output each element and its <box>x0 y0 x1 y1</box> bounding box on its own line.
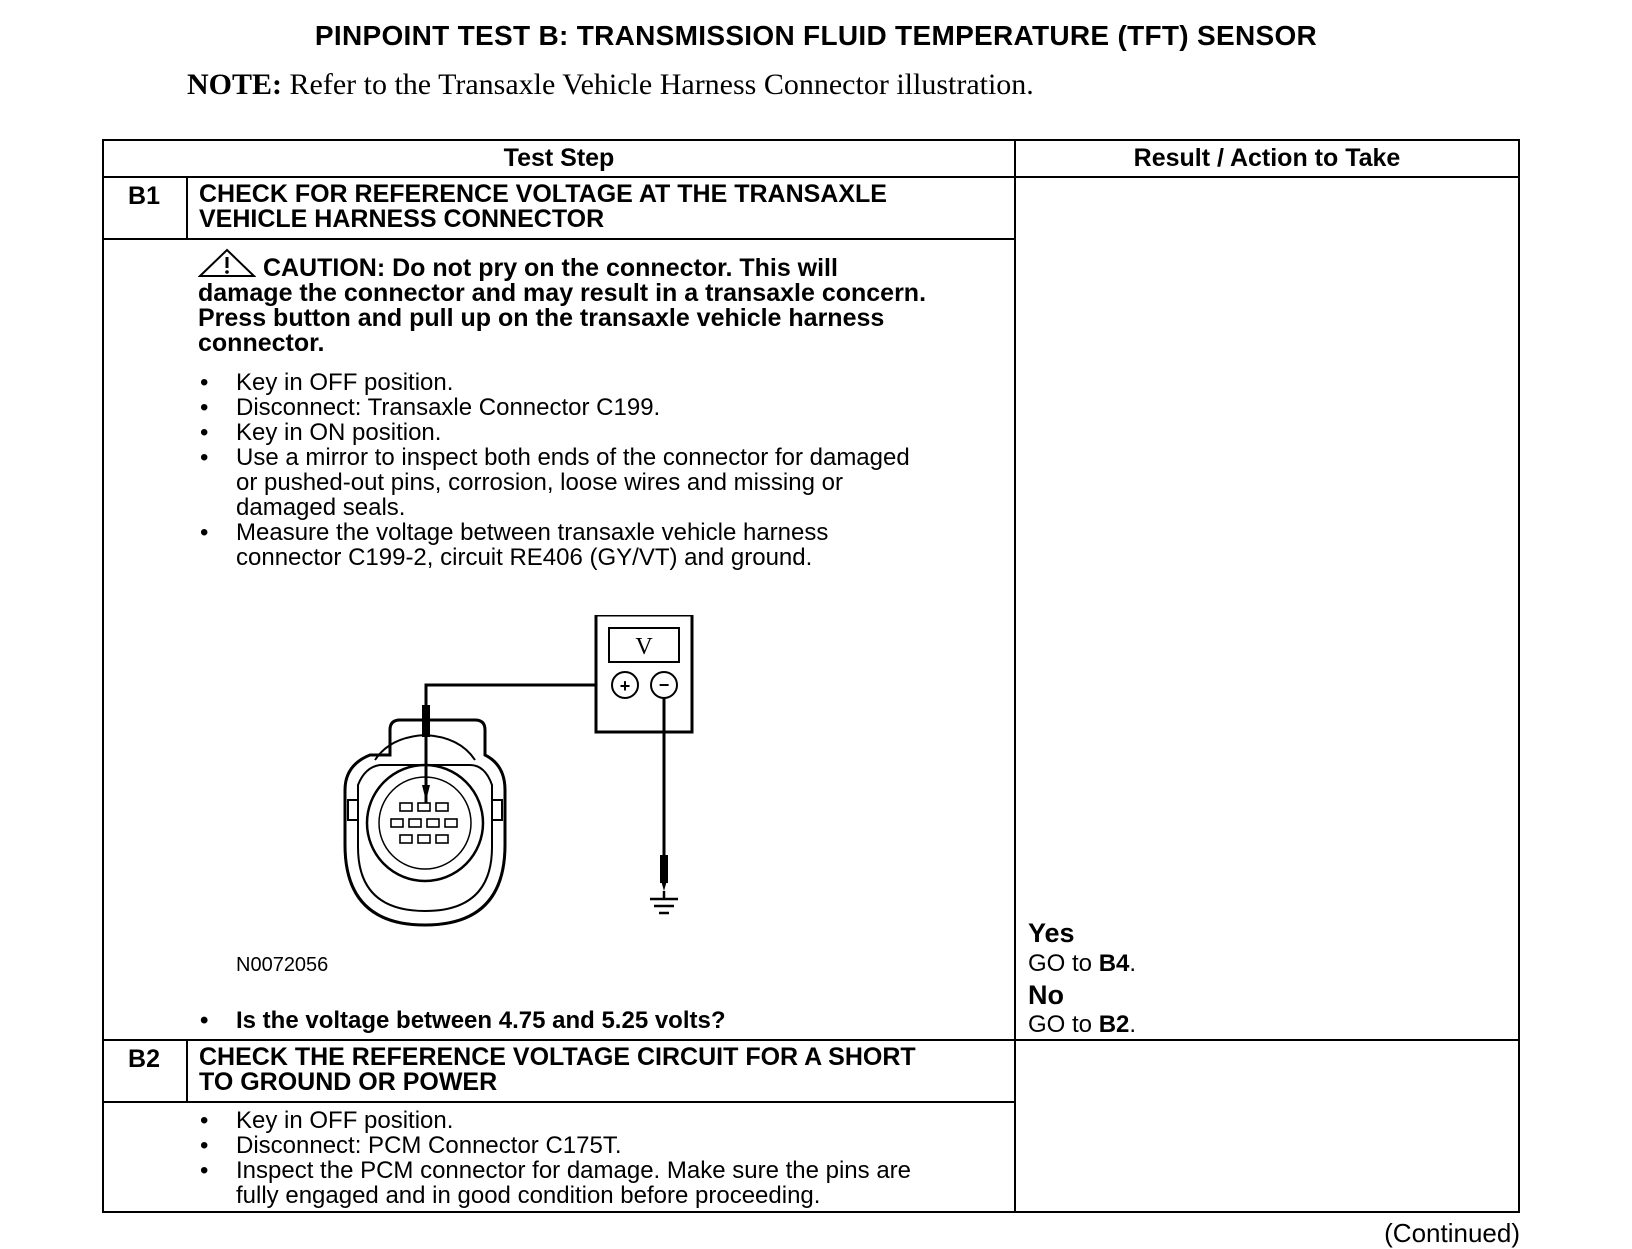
step-title-line: CHECK THE REFERENCE VOLTAGE CIRCUIT FOR A SHORT <box>199 1043 916 1071</box>
list-item <box>198 420 910 445</box>
list-item-text: • Inspect the PCM connector for damage. Make sure the pins are <box>236 1157 912 1184</box>
note <box>187 68 1034 102</box>
header-result: Result / Action to Take <box>1133 144 1401 172</box>
list-item-text: • Disconnect: Transaxle Connector C199. <box>236 394 661 421</box>
list-item-text: fully engaged and in good condition before proceeding. <box>236 1182 821 1209</box>
positive-lead <box>426 685 613 705</box>
action-target: B4 <box>1098 950 1130 977</box>
figure-id: N0072056 <box>236 954 329 976</box>
continued-label: (Continued) <box>1384 1218 1520 1248</box>
list-item <box>198 395 910 420</box>
step-id-divider <box>186 1040 188 1103</box>
ground-icon <box>650 891 678 913</box>
list-item <box>198 370 910 395</box>
column-divider <box>1014 139 1016 1213</box>
header-rule <box>102 176 1520 178</box>
caution-text: CAUTION: Do not pry on the connector. This will <box>262 254 838 282</box>
step-title <box>199 182 887 232</box>
action-suffix: . <box>1129 1011 1137 1038</box>
result-yes-label: Yes <box>1028 918 1075 948</box>
list-item <box>198 445 910 520</box>
list-item-text: • Disconnect: PCM Connector C175T. <box>236 1132 622 1159</box>
result-yes-action <box>1028 950 1136 978</box>
note-label: NOTE: <box>187 68 283 101</box>
step-title-line: CHECK FOR REFERENCE VOLTAGE AT THE TRANSAXLE <box>199 180 887 208</box>
list-item <box>198 1108 911 1133</box>
caution-text: damage the connector and may result in a transaxle concern. <box>198 279 927 307</box>
caution-text: connector. <box>198 329 325 357</box>
connector-pins <box>391 803 457 843</box>
svg-text:+: + <box>619 676 631 696</box>
list-item-text: • Key in ON position. <box>236 419 442 446</box>
result-no-action <box>1028 1011 1136 1039</box>
step-title-rule <box>102 238 1015 240</box>
step-title <box>199 1045 916 1095</box>
result-no-label: No <box>1028 980 1064 1010</box>
step-rule <box>102 1039 1520 1041</box>
note-text: Refer to the Transaxle Vehicle Harness Connector illustration. <box>289 68 1034 101</box>
list-item-text: damaged seals. <box>236 494 406 521</box>
step-id: B2 <box>128 1045 160 1073</box>
list-item-text: or pushed-out pins, corrosion, loose wires and missing or <box>236 469 843 496</box>
caution-block <box>198 248 978 356</box>
list-item-text: • Key in OFF position. <box>236 369 454 396</box>
list-item <box>198 1158 911 1208</box>
action-target: B2 <box>1098 1011 1130 1038</box>
step-title-line: TO GROUND OR POWER <box>199 1068 498 1096</box>
step-b2-instructions <box>198 1108 911 1208</box>
action-text: GO to <box>1028 1011 1099 1038</box>
list-item-text: • Key in OFF position. <box>236 1107 454 1134</box>
step-title-rule <box>102 1101 1015 1103</box>
step-b1-instructions <box>198 370 910 570</box>
step-title-line: VEHICLE HARNESS CONNECTOR <box>199 205 605 233</box>
step-id: B1 <box>128 182 160 210</box>
list-item <box>198 520 910 570</box>
step-question: • Is the voltage between 4.75 and 5.25 volts? <box>198 1007 726 1035</box>
header-test-step: Test Step <box>503 144 615 172</box>
list-item <box>198 1133 911 1158</box>
step-id-divider <box>186 177 188 240</box>
caution-text: Press button and pull up on the transaxle vehicle harness <box>198 304 885 332</box>
voltmeter-label: V <box>635 634 653 660</box>
action-text: GO to <box>1028 950 1099 977</box>
connector-voltmeter-illustration <box>330 615 750 935</box>
list-item-text: • Measure the voltage between transaxle vehicle harness <box>236 519 829 546</box>
warning-triangle-icon <box>198 248 256 278</box>
page-title: PINPOINT TEST B: TRANSMISSION FLUID TEMPERATURE (TFT) SENSOR <box>314 20 1318 51</box>
list-item-text: • Use a mirror to inspect both ends of the connector for damaged <box>236 444 910 471</box>
svg-text:−: − <box>658 675 670 695</box>
list-item-text: connector C199-2, circuit RE406 (GY/VT) and ground. <box>236 544 813 571</box>
action-suffix: . <box>1129 950 1137 977</box>
